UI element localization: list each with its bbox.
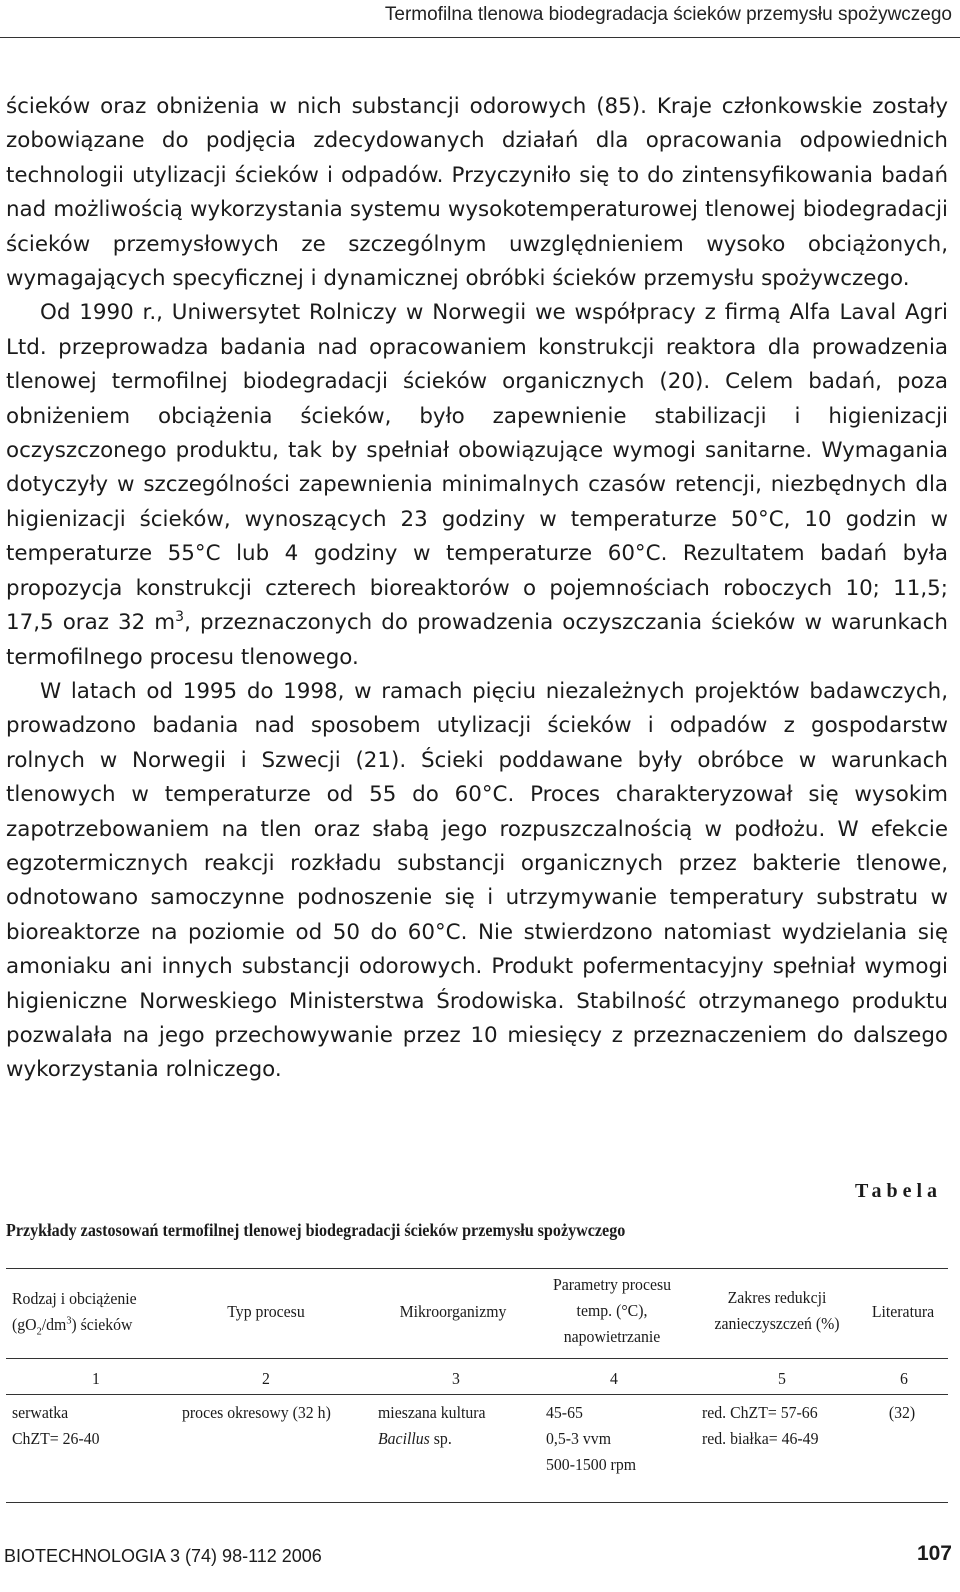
row-1-microorganisms-line2 bbox=[378, 1426, 527, 1452]
table-row-1-process-type: proces okresowy (32 h) bbox=[182, 1403, 331, 1422]
table-numbers-rule bbox=[6, 1394, 948, 1395]
table-row-1-literature: (32) bbox=[888, 1403, 916, 1422]
row-1-microorganisms-line1: mieszana kultura bbox=[378, 1403, 486, 1422]
body-text bbox=[6, 90, 948, 1088]
header-rule bbox=[0, 37, 960, 38]
row-1-aeration: 0,5-3 vvm bbox=[546, 1429, 611, 1448]
column-number-6: 6 bbox=[900, 1369, 908, 1388]
paragraph-2 bbox=[6, 296, 948, 674]
table-bottom-rule bbox=[6, 1502, 948, 1503]
table-label: Tabela bbox=[854, 1180, 942, 1202]
header-cell-process-type: Typ procesu bbox=[227, 1302, 305, 1321]
row-1-temperature: 45-65 bbox=[546, 1403, 583, 1422]
paragraph-3: W latach od 1995 do 1998, w ramach pięciu niezależnych projektów badawczych, prowadzono badania nad sposobem utylizacji ścieków i odpadów z gospodarstw rolnych w Norwegii i Szwecji (21). Ścieki poddawane były obróbce w warunkach tlenowych w temperaturze od 55 do 60°C. Proces charakteryzował się wysokim zapotrzebowaniem na tlen oraz słabą jego rozpuszczalnością w podłożu. W efekcie egzotermicznych reakcji rozkładu substancji organicznych przez bakterie tlenowe, odnotowano samoczynne podnoszenie się i utrzymywanie temperatury substratu w bioreaktorze na poziomie od 50 do 60°C. Nie stwierdzono natomiast wydzielania się amoniaku ani innych substancji odorowych. Produkt pofermentacyjny spełniał wymogi higieniczne Norweskiego Ministerstwa Środowiska. Stabilność otrzymanego produktu pozwalała na jego przechowywanie przez 10 miesięcy z przeznaczeniem do dalszego wykorzystania rolniczego. bbox=[6, 678, 948, 1083]
table-row-1-type-load bbox=[12, 1400, 170, 1452]
header-type-load-line1: Rodzaj i obciążenie bbox=[12, 1289, 137, 1308]
header-unit-b: /dm bbox=[41, 1315, 67, 1334]
column-number-4: 4 bbox=[610, 1369, 618, 1388]
table-top-rule bbox=[6, 1268, 948, 1269]
row-1-genus-name: Bacillus bbox=[378, 1429, 430, 1448]
header-type-load-line2 bbox=[12, 1312, 170, 1338]
header-parameters-line1: Parametry procesu bbox=[552, 1275, 672, 1294]
paragraph-2-text: Od 1990 r., Uniwersytet Rolniczy w Norwegii we współpracy z firmą Alfa Laval Agri Ltd. przeprowadza badania nad opracowaniem konstrukcji reaktora dla prowadzenia tlenowej termofilnej biodegradacji ścieków organicznych (20). Celem badań, poza obniżeniem obciążenia ścieków, było zapewnienie stabilizacji i higienizacji oczyszczonego produktu, tak by spełniał obowiązujące wymogi sanitarne. Wymagania dotyczyły w szczególności zapewnienia minimalnych czasów retencji, niezbędnych dla higienizacji ścieków, wynoszących 23 godziny w temperaturze 50°C, 10 godzin w temperaturze 55°C lub 4 godziny w temperaturze 60°C. Rezultatem badań była propozycja konstrukcji czterech bioreaktorów o pojemnościach roboczych 10; 11,5; 17,5 oraz 32 m bbox=[6, 300, 948, 636]
header-parameters-line3: napowietrzanie bbox=[563, 1327, 661, 1346]
header-cell-type-load bbox=[12, 1286, 170, 1338]
header-reduction-line1: Zakres redukcji bbox=[727, 1288, 827, 1307]
column-number-5: 5 bbox=[778, 1369, 786, 1388]
header-parameters-line2: temp. (°C), bbox=[576, 1301, 648, 1320]
header-unit-sup: 3 bbox=[66, 1314, 72, 1327]
table-row-1-microorganisms bbox=[378, 1400, 527, 1452]
row-1-type: serwatka bbox=[12, 1403, 69, 1422]
row-1-reduction-protein: red. białka= 46-49 bbox=[702, 1429, 819, 1448]
paragraph-2-text-end: , przeznaczonych do prowadzenia oczyszczania ścieków w warunkach termofilnego procesu tlenowego. bbox=[6, 610, 948, 670]
column-number-1: 1 bbox=[92, 1369, 100, 1388]
table-header-rule bbox=[6, 1358, 948, 1359]
header-unit-a: (gO bbox=[12, 1315, 37, 1334]
page-number: 107 bbox=[916, 1542, 952, 1565]
row-1-reduction-cod: red. ChZT= 57-66 bbox=[702, 1403, 818, 1422]
table-title: Przykłady zastosowań termofilnej tlenowej biodegradacji ścieków przemysłu spożywczego bbox=[6, 1220, 626, 1240]
header-cell-microorganisms: Mikroorganizmy bbox=[399, 1302, 507, 1321]
row-1-rpm: 500-1500 rpm bbox=[546, 1455, 637, 1474]
paragraph-1: ścieków oraz obniżenia w nich substancji odorowych (85). Kraje członkowskie zostały zobowiązane do podjęcia zdecydowanych działań dla opracowania odpowiednich technologii utylizacji ścieków i odpadów. Przyczyniło się to do zintensyfikowania badań nad możliwością wykorzystania systemu wysokotemperaturowej tlenowej biodegradacji ścieków przemysłowych ze szczególnym uwzględnieniem wysoko obciążonych, wymagających specyficznej i dynamicznej obróbki ścieków przemysłu spożywczego. bbox=[6, 94, 948, 292]
row-1-load: ChZT= 26-40 bbox=[12, 1429, 100, 1448]
header-cell-reduction-range bbox=[698, 1285, 856, 1337]
row-1-species-abbr: sp. bbox=[429, 1429, 452, 1448]
running-header: Termofilna tlenowa biodegradacja ścieków przemysłu spożywczego bbox=[384, 4, 952, 25]
column-number-2: 2 bbox=[262, 1369, 270, 1388]
header-cell-literature: Literatura bbox=[871, 1302, 935, 1321]
header-unit-sub: 2 bbox=[36, 1325, 42, 1338]
header-reduction-line2: zanieczyszczeń (%) bbox=[714, 1314, 840, 1333]
footer-journal: BIOTECHNOLOGIA 3 (74) 98-112 2006 bbox=[4, 1546, 322, 1566]
column-number-3: 3 bbox=[452, 1369, 460, 1388]
header-cell-parameters bbox=[538, 1272, 687, 1350]
table-row-1-reduction bbox=[702, 1400, 860, 1452]
table-row-1-parameters bbox=[546, 1400, 686, 1478]
header-unit-c: ) ścieków bbox=[71, 1315, 133, 1334]
superscript-cubic: 3 bbox=[175, 608, 185, 625]
